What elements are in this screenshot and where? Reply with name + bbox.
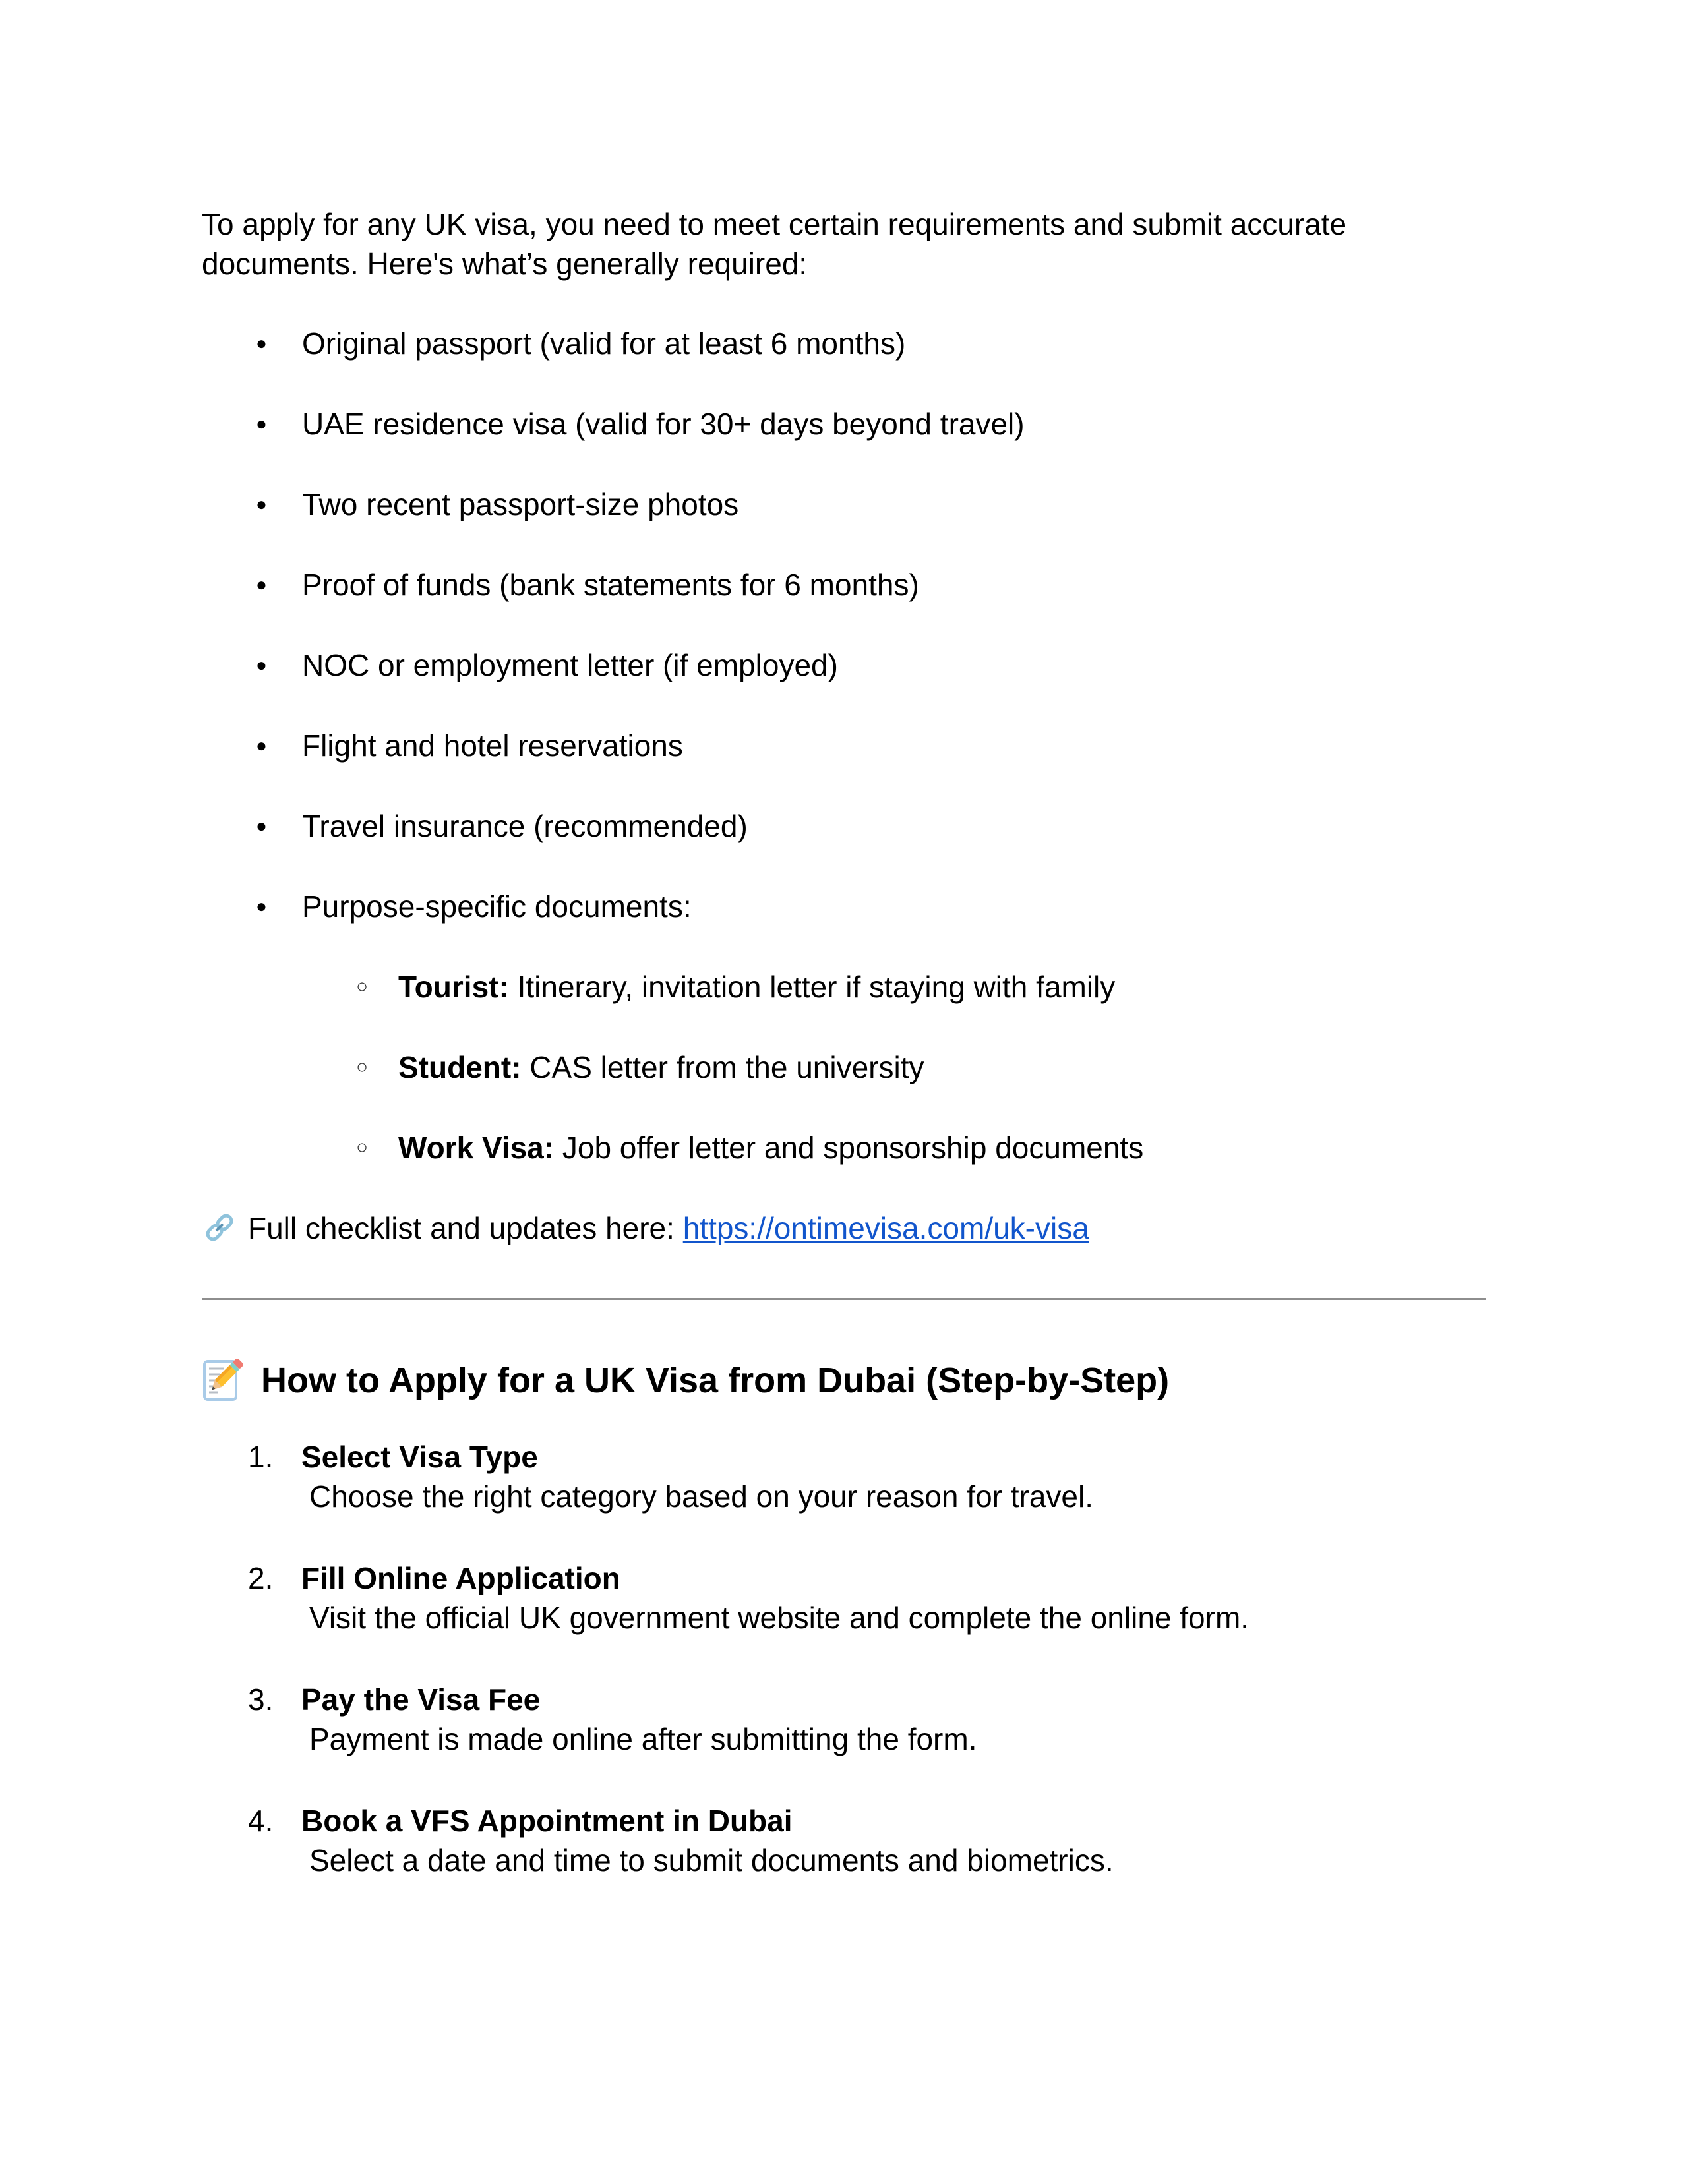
circle-bullet-icon: ○	[356, 1056, 369, 1078]
list-item-text: Travel insurance (recommended)	[302, 809, 748, 843]
bullet-icon: ●	[256, 333, 267, 353]
bullet-icon: ●	[256, 896, 267, 916]
checklist-link-line	[202, 1208, 1486, 1248]
step-item	[248, 1437, 1486, 1516]
list-item-text: Flight and hotel reservations	[302, 728, 683, 763]
memo-icon	[202, 1359, 245, 1402]
purpose-label: Tourist:	[398, 970, 509, 1004]
list-item	[256, 726, 1486, 765]
step-number: 2.	[248, 1561, 274, 1595]
bullet-icon: ●	[256, 655, 267, 675]
list-item	[256, 645, 1486, 685]
requirements-list	[202, 324, 1486, 926]
step-number: 4.	[248, 1804, 274, 1838]
purpose-text: CAS letter from the university	[521, 1050, 924, 1084]
circle-bullet-icon: ○	[356, 1136, 369, 1158]
list-item-text: Proof of funds (bank statements for 6 months)	[302, 568, 919, 602]
purpose-text: Itinerary, invitation letter if staying with family	[508, 970, 1116, 1004]
link-icon	[202, 1210, 237, 1245]
checklist-link-prefix: Full checklist and updates here:	[248, 1211, 683, 1245]
steps-list	[202, 1437, 1486, 1880]
divider	[202, 1298, 1486, 1300]
checklist-link[interactable]: https://ontimevisa.com/uk-visa	[682, 1211, 1089, 1245]
step-description: Select a date and time to submit documents and biometrics.	[309, 1843, 1114, 1877]
list-item	[256, 324, 1486, 363]
step-description: Payment is made online after submitting the form.	[309, 1722, 977, 1756]
intro-line-1: To apply for any UK visa, you need to meet certain requirements and submit accurate	[202, 207, 1347, 241]
intro-line-2: documents. Here's what’s generally required:	[202, 247, 808, 281]
list-item	[256, 404, 1486, 444]
list-item-text: Two recent passport-size photos	[302, 487, 739, 521]
step-item	[248, 1558, 1486, 1638]
list-item-text: NOC or employment letter (if employed)	[302, 648, 838, 682]
list-item	[256, 565, 1486, 605]
bullet-icon: ●	[256, 815, 267, 836]
purpose-label: Student:	[398, 1050, 522, 1084]
list-item-text: Purpose-specific documents:	[302, 889, 692, 924]
step-item	[248, 1680, 1486, 1759]
list-item	[356, 1048, 1486, 1087]
intro-paragraph	[202, 204, 1486, 283]
step-title: Select Visa Type	[301, 1440, 538, 1474]
list-item-text: Original passport (valid for at least 6 months)	[302, 326, 906, 361]
bullet-icon: ●	[256, 494, 267, 514]
list-item-text: UAE residence visa (valid for 30+ days beyond travel)	[302, 407, 1025, 441]
circle-bullet-icon: ○	[356, 976, 369, 997]
step-description: Choose the right category based on your reason for travel.	[309, 1479, 1094, 1514]
step-description: Visit the official UK government website and complete the online form.	[309, 1601, 1250, 1635]
bullet-icon: ●	[256, 735, 267, 755]
step-title: Pay the Visa Fee	[301, 1682, 541, 1717]
list-item	[256, 485, 1486, 524]
bullet-icon: ●	[256, 413, 267, 434]
step-number: 1.	[248, 1440, 274, 1474]
section-heading	[202, 1355, 1486, 1405]
list-item	[256, 887, 1486, 926]
purpose-label: Work Visa:	[398, 1131, 555, 1165]
list-item	[256, 806, 1486, 846]
purpose-text: Job offer letter and sponsorship documents	[554, 1131, 1144, 1165]
list-item	[356, 967, 1486, 1007]
purpose-specific-list	[202, 967, 1486, 1167]
step-title: Fill Online Application	[301, 1561, 620, 1595]
list-item	[356, 1128, 1486, 1167]
step-item	[248, 1801, 1486, 1880]
section-heading-text: How to Apply for a UK Visa from Dubai (Step-by-Step)	[261, 1361, 1170, 1400]
step-title: Book a VFS Appointment in Dubai	[301, 1804, 793, 1838]
step-number: 3.	[248, 1682, 274, 1717]
bullet-icon: ●	[256, 574, 267, 595]
